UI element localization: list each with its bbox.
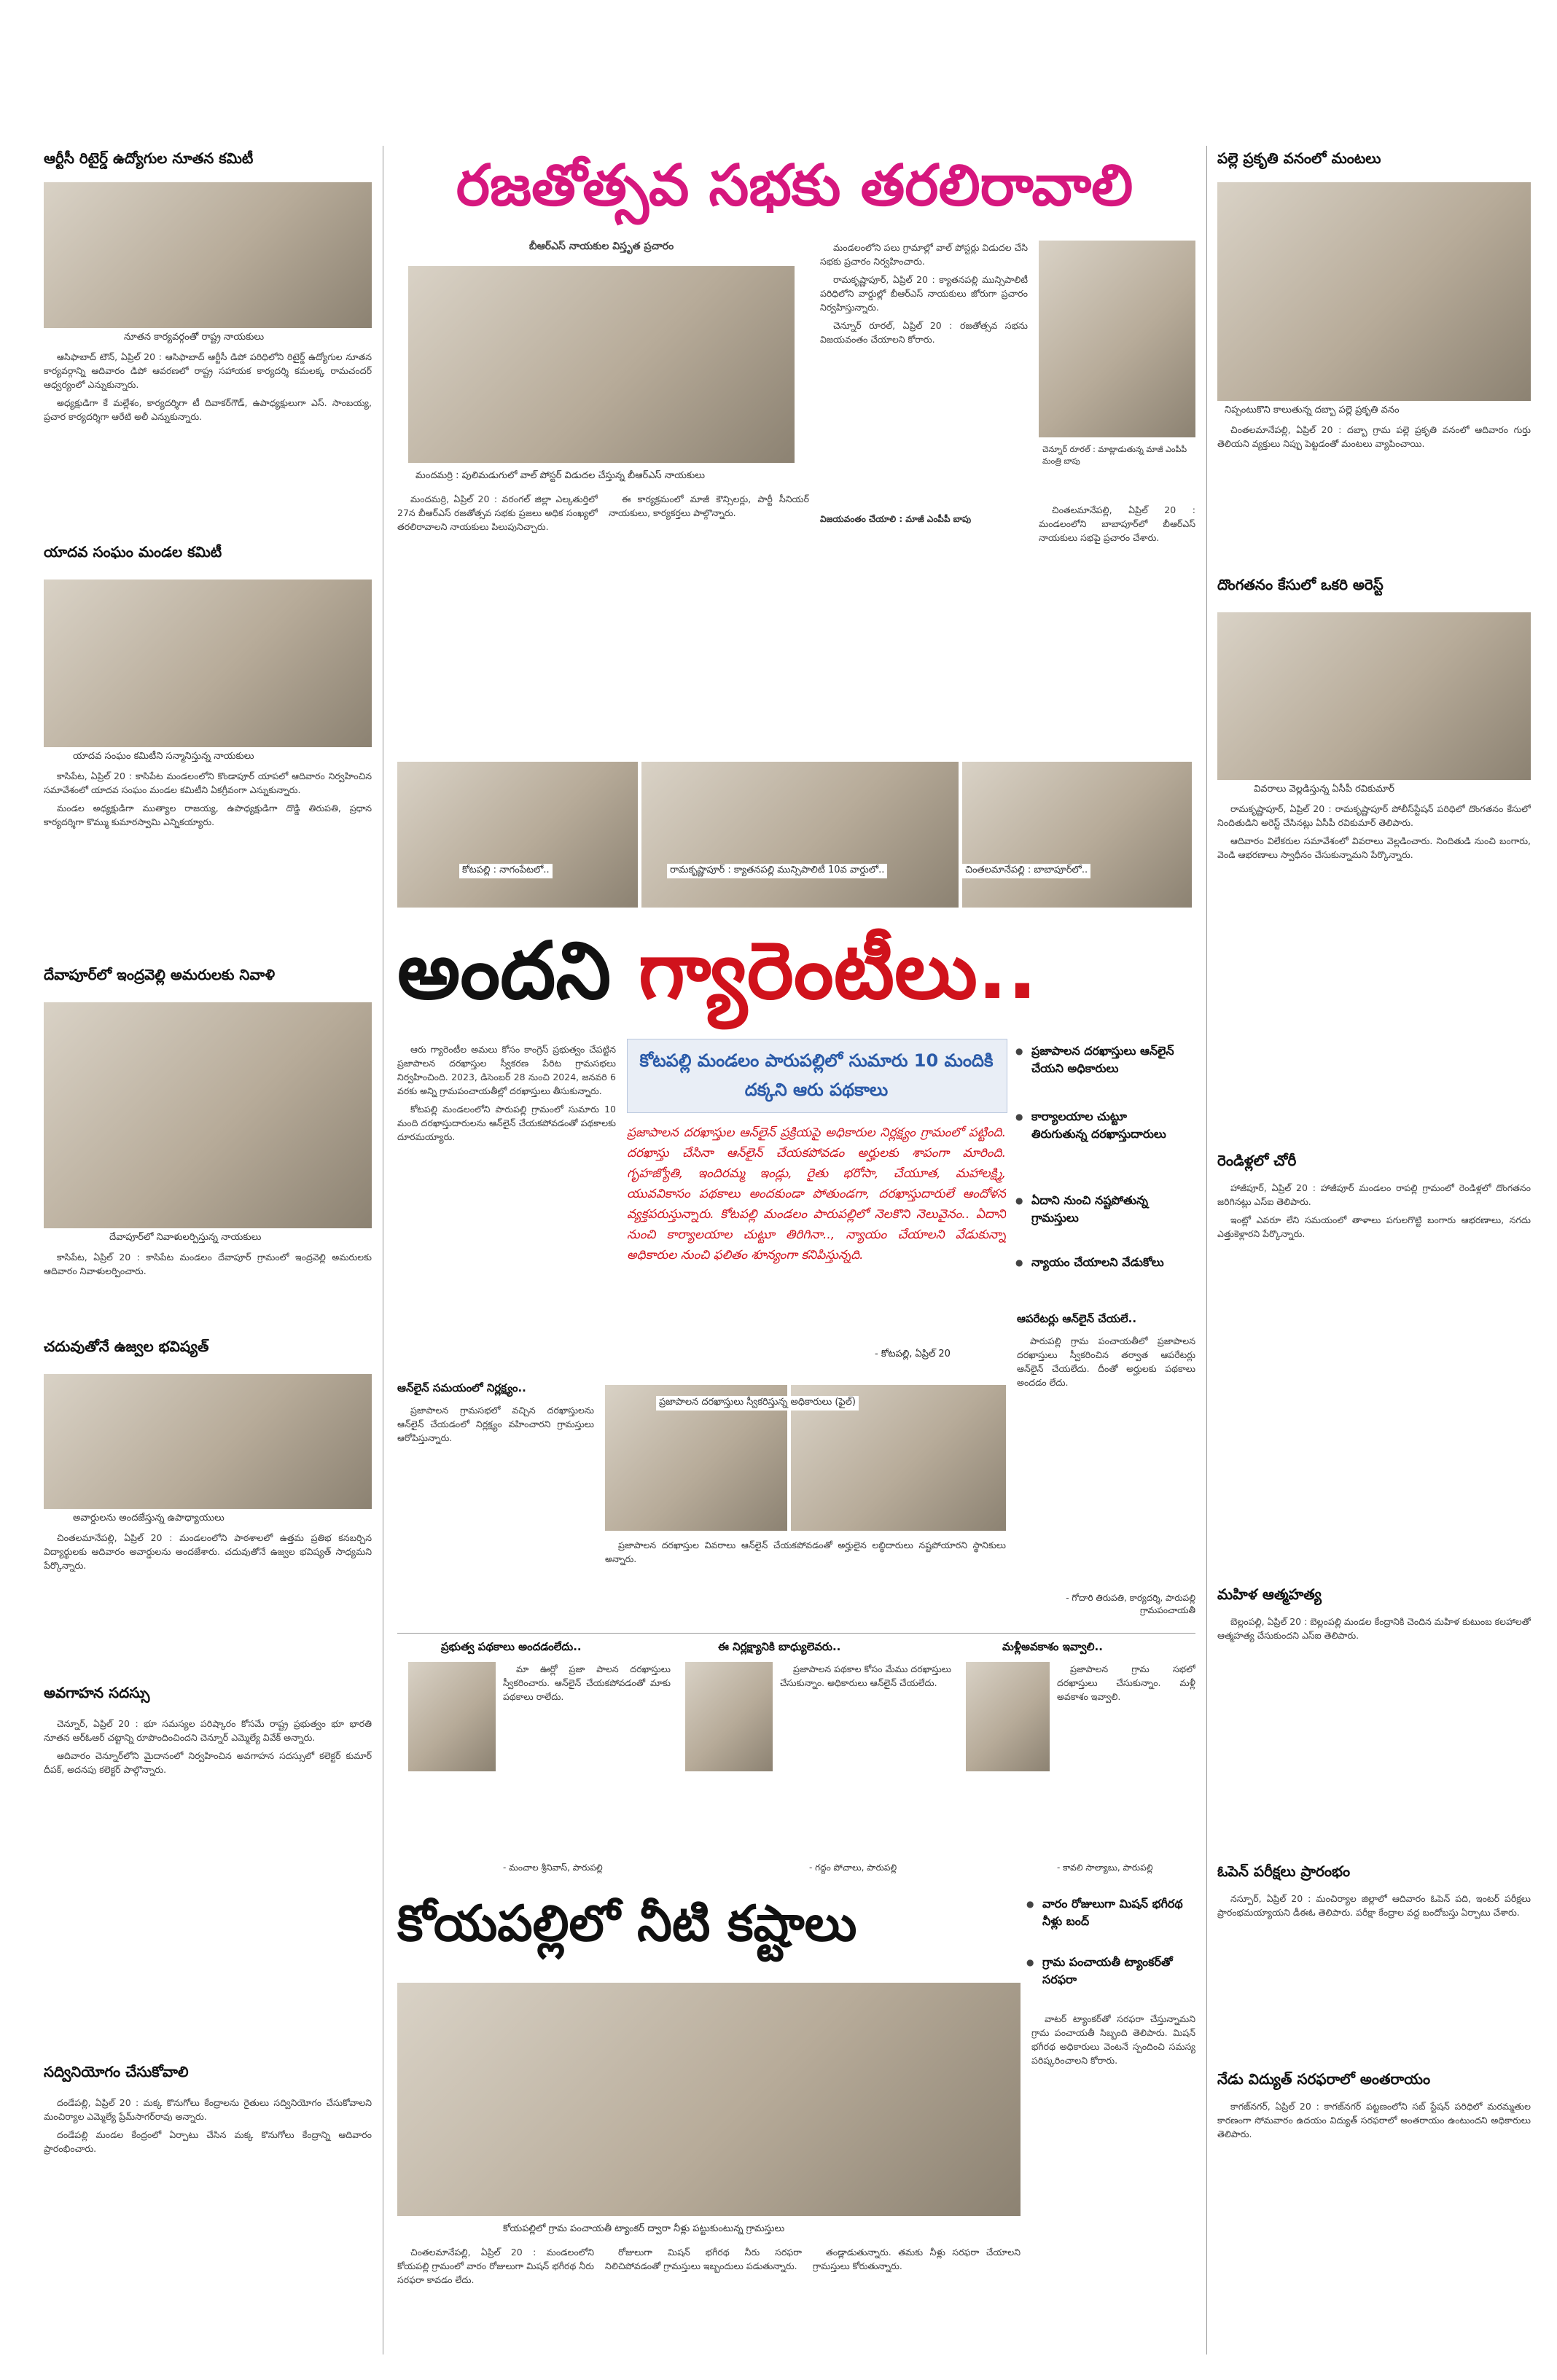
feature-negligence-head: ఆన్‌లైన్ సమయంలో నిర్లక్ష్యం.. [397,1381,526,1394]
feature-side-credit: - గోదారి తిరుపతి, కార్యదర్శి, పారుపల్లి గ్రామపంచాయతీ [1066,1593,1195,1615]
headline-education: చదువుతోనే ఉజ్వల భవిష్యత్ [44,1338,209,1355]
body-power-cut: కాగజ్‌నగర్, ఏప్రిల్ 20 : కాగజ్‌నగర్ పట్టణంలోని సబ్ స్టేషన్ పరిధిలో మరమ్మతుల కారణంగా సోమవారం ఉదయం విద్యుత్ సరఫరాలో అంతరాయం ఉంటుందని అధికారులు తెలిపారు. [1217,2101,1531,2139]
quote3-photo [966,1662,1050,1771]
feature-title-black: అందని [397,926,612,1017]
headline-theft-arrest: దొంగతనం కేసులో ఒకరి అరెస్ట్ [1217,576,1384,593]
photo-strip-kotapalli [397,762,638,908]
caption-forest-fire: నిప్పంటుకొని కాలుతున్న దబ్బా పల్లె ప్రకృతి వనం [1225,405,1400,415]
feature-negligence-body: ప్రజాపాలన గ్రామసభలో వచ్చిన దరఖాస్తులను ఆన్‌లైన్ చేయడంలో నిర్లక్ష్యం వహించారని గ్రామస్తులు ఆరోపిస్తున్నారు. [397,1405,594,1443]
feature-body-left: ఆరు గ్యారెంటీల అమలు కోసం కాంగ్రెస్ ప్రభుత్వం చేపట్టిన ప్రజాపాలన దరఖాస్తుల స్వీకరణ పేరిట గ్రామసభలు నిర్వహించింది. 2023, డిసెంబర్ 28 నుంచి 2024, జనవరి 6 వరకు అన్ని గ్రామపంచాయతీల్లో దరఖాస్తులు తీసుకున్నారు. కోటపల్లి మండలంలోని పారుపల్లి గ్రామంలో సుమారు 10 మంది దరఖాస్తుదారులను ఆన్‌లైన్ చేయకపోవడంతో పథకాలకు దూరమయ్యారు. [397,1044,616,1142]
body-yadava-committee: కాసిపేట, ఏప్రిల్ 20 : కాసిపేట మండలంలోని కొండాపూర్ యాపలో ఆదివారం నిర్వహించిన సమావేశంలో యాదవ సంఘం మండల కమిటీని ఏకగ్రీవంగా ఎన్నుకున్నారు. మండల అధ్యక్షుడిగా ముత్యాల రాజయ్య, ఉపాధ్యక్షుడిగా దొడ్డి తిరుపతి, ప్రధాన కార్యదర్శిగా కొమ్ము కుమారస్వామి ఎన్నికయ్యారు. [44,770,372,827]
caption-vijayavantam: విజయవంతం చేయాలి : మాజీ ఎంపీపీ బాపు [820,514,972,524]
body-education: చింతలమానేపల్లి, ఏప్రిల్ 20 : మండలంలోని పాఠశాలలో ఉత్తమ ప్రతిభ కనబర్చిన విద్యార్థులకు ఆదివారం అవార్డులను అందజేశారు. చదువుతోనే ఉజ్వల భవిష్యత్ సాధ్యమని పేర్కొన్నారు. [44,1532,372,1571]
strip-caption-3: చింతలమానేపల్లి : బాబాపూర్‌లో.. [962,864,1090,878]
caption-rtc-committee: నూతన కార్యవర్గంతో రాష్ట్ర నాయకులు [124,332,265,343]
photo-rtc-committee [44,182,372,328]
body-forest-fire: చింతలమానేపల్లి, ఏప్రిల్ 20 : దబ్బా గ్రామ పల్లె ప్రకృతి వనంలో ఆదివారం గుర్తు తెలియని వ్యక్తులు నిప్పు పెట్టడంతో మంటలు వ్యాపించాయి. [1217,424,1531,449]
body-rajatotsava-2: ఈ కార్యక్రమంలో మాజీ కౌన్సిలర్లు, పార్టీ సీనియర్ నాయకులు, కార్యకర్తలు పాల్గొన్నారు. [609,493,809,518]
quote2-body: ప్రజాపాలన పథకాల కోసం మేము దరఖాస్తులు చేసుకున్నాం. అధికారులు ఆన్‌లైన్ చేయలేదు. [780,1663,951,1688]
body-rajatotsava-4: చింతలమానేపల్లి, ఏప్రిల్ 20 : మండలంలోని బాబాపూర్‌లో బీఆర్ఎస్ నాయకులు సభపై ప్రచారం చేశారు. [1039,504,1195,543]
body-rajatotsava-3: మండలంలోని పలు గ్రామాల్లో వాల్ పోస్టర్లు విడుదల చేసి సభకు ప్రచారం నిర్వహించారు. రామకృష్ణాపూర్, ఏప్రిల్ 20 : క్యాతనపల్లి మున్సిపాలిటీ పరిధిలోని వార్డుల్లో బీఆర్ఎస్ నాయకులు జోరుగా ప్రచారం నిర్వహిస్తున్నారు. చెన్నూర్ రూరల్, ఏప్రిల్ 20 : రజతోత్సవ సభను విజయవంతం చేయాలని కోరారు. [820,242,1028,345]
headline-utilize: సద్వినియోగం చేసుకోవాలి [44,2063,189,2080]
quote3-body: ప్రజాపాలన గ్రామ సభలో దరఖాస్తులు చేసుకున్నాం. మళ్లీ అవకాశం ఇవ్వాలి. [1057,1663,1195,1702]
feature-blue-sub: కోటపల్లి మండలం పారుపల్లిలో సుమారు 10 మందికి దక్కని ఆరు పథకాలు [639,1050,994,1100]
feature-photos-body: ప్రజాపాలన దరఖాస్తుల వివరాలు ఆన్‌లైన్ చేయకపోవడంతో అర్హులైన లబ్ధిదారులు నష్టపోయారని స్థానికులు అన్నారు. [605,1540,1006,1564]
body-rtc-committee: ఆసిఫాబాద్ టౌన్, ఏప్రిల్ 20 : ఆసిఫాబాద్ ఆర్టీసీ డిపో పరిధిలోని రిటైర్డ్ ఉద్యోగుల నూతన కార్యవర్గాన్ని ఆదివారం డిపో ఆవరణలో రాష్ట్ర సహాయక కార్యదర్శి కమలక్క రామచందర్ ఆధ్వర్యంలో ఎన్నుకున్నారు. అధ్యక్షుడిగా కే మల్లేశం, కార్యదర్శిగా టీ దివాకర్‌గౌడ్, ఉపాధ్యక్షులుగా ఎస్. సాంబయ్య, ప్రచార కార్యదర్శిగా ఆరేటి అలీ ఎన్నుకున్నారు. [44,351,372,422]
feature-title [397,922,1195,1021]
quote2-photo [685,1662,773,1771]
photo-mla-speaking [1039,241,1195,437]
headline-forest-fire: పల్లె ప్రకృతి వనంలో మంటలు [1217,149,1381,167]
headline-suicide: మహిళ ఆత్మహత్య [1217,1585,1322,1603]
body-open-exams: నస్పూర్, ఏప్రిల్ 20 : మంచిర్యాల జిల్లాలో ఆదివారం ఓపెన్ పది, ఇంటర్ పరీక్షలు ప్రారంభమయ్యాయని డీఈఓ తెలిపారు. పరీక్షా కేంద్రాల వద్ద బందోబస్తు ఏర్పాటు చేశారు. [1217,1893,1531,1918]
feature-operators-head: ఆపరేటర్లు ఆన్‌లైన్ చేయలే.. [1017,1312,1137,1325]
headline-rtc-committee: ఆర్టీసీ రిటైర్డ్ ఉద్యోగుల నూతన కమిటీ [44,149,254,167]
caption-devapur: దేవాపూర్‌లో నివాళులర్పిస్తున్న నాయకులు [109,1232,262,1243]
photo-education [44,1374,372,1509]
feature-red-credit: - కోటపల్లి, ఏప్రిల్ 20 [875,1349,951,1359]
body-suicide: బెల్లంపల్లి, ఏప్రిల్ 20 : బెల్లంపల్లి మండల కేంద్రానికి చెందిన మహిళ కుటుంబ కలహాలతో ఆత్మహత్య చేసుకుందని ఎస్ఐ తెలిపారు. [1217,1616,1531,1641]
headline-two-house-theft: రెండిళ్లలో చోరీ [1217,1152,1297,1169]
quote1-photo [408,1662,496,1771]
feature-photos-caption: ప్రజాపాలన దరఖాస్తులు స్వీకరిస్తున్న అధికారులు (ఫైల్) [656,1396,859,1411]
photo-yadava-committee [44,580,372,747]
headline-yadava-committee: యాదవ సంఘం మండల కమిటీ [44,543,222,561]
feature-bullet-4: ● న్యాయం చేయాలని వేడుకోలు [1031,1254,1185,1271]
quote1-body: మా ఊర్లో ప్రజా పాలన దరఖాస్తులు స్వీకరించారు. ఆన్‌లైన్ చేయకపోవడంతో మాకు పథకాలు రాలేదు. [503,1663,671,1702]
photo-strip-chintalamanepalli [962,762,1192,908]
column-divider-right [1206,146,1207,2354]
bottom-body-2: రోజులుగా మిషన్ భగీరథ నీరు సరఫరా నిలిచిపోవడంతో గ్రామస్తులు ఇబ్బందులు పడుతున్నారు. [605,2247,802,2271]
caption-theft-arrest: వివరాలు వెల్లడిస్తున్న ఏసీపీ రవికుమార్ [1254,784,1394,795]
photo-theft-arrest [1217,612,1531,780]
headline-open-exams: ఓపెన్ పరీక్షలు ప్రారంభం [1217,1862,1351,1880]
quote1-head: ప్రభుత్వ పథకాలు అందడంలేదు.. [441,1640,582,1653]
quote1-credit: - మంచాల శ్రీనివాస్, పారుపల్లి [503,1862,603,1873]
feature-bullet-1: ● ప్రజాపాలన దరఖాస్తులు ఆన్‌లైన్ చేయని అధికారులు [1031,1042,1185,1077]
masthead-headline: రజతోత్సవ సభకు తరలిరావాలి [456,153,1133,219]
photo-devapur [44,1002,372,1228]
body-theft-arrest: రామకృష్ణాపూర్, ఏప్రిల్ 20 : రామకృష్ణాపూర్ పోలీస్‌స్టేషన్ పరిధిలో దొంగతనం కేసులో నిందితుడిని అరెస్ట్ చేసినట్లు ఏసీపీ రవికుమార్ తెలిపారు. ఆదివారం విలేకరుల సమావేశంలో వివరాలు వెల్లడించారు. నిందితుడి నుంచి బంగారు, వెండి ఆభరణాలు స్వాధీనం చేసుకున్నామని పేర్కొన్నారు. [1217,803,1531,860]
caption-wall-poster: మందమర్రి : పులిమడుగులో వాల్ పోస్టర్ విడుదల చేస్తున్న బీఆర్ఎస్ నాయకులు [415,470,705,481]
bottom-bullet-2: ● గ్రామ పంచాయతీ ట్యాంకర్‌తో సరఫరా [1042,1954,1195,1989]
bottom-bullet-1: ● వారం రోజులుగా మిషన్ భగీరథ నీళ్లు బంద్ [1042,1895,1195,1930]
body-utilize: దండేపల్లి, ఏప్రిల్ 20 : మక్క కొనుగోలు కేంద్రాలను రైతులు సద్వినియోగం చేసుకోవాలని మంచిర్యాల ఎమ్మెల్యే ప్రేమ్‌సాగర్‌రావు అన్నారు. దండేపల్లి మండల కేంద్రంలో ఏర్పాటు చేసిన మక్క కొనుగోలు కేంద్రాన్ని ఆదివారం ప్రారంభించారు. [44,2097,372,2154]
body-rajatotsava-1: మందమర్రి, ఏప్రిల్ 20 : వరంగల్ జిల్లా ఎల్కతుర్తిలో 27న బీఆర్ఎస్ రజతోత్సవ సభకు ప్రజలు అధిక సంఖ్యలో తరలిరావాలని నాయకులు పిలుపునిచ్చారు. [397,493,598,532]
headline-devapur: దేవాపూర్‌లో ఇంద్రవెల్లి అమరులకు నివాళి [44,966,276,983]
headline-power-cut: నేడు విద్యుత్ సరఫరాలో అంతరాయం [1217,2070,1431,2088]
strip-caption-2: రామకృష్ణాపూర్ : క్యాతనపల్లి మున్సిపాలిటీ 10వ వార్డులో.. [667,864,887,878]
bottom-body-1: చింతలమానేపల్లి, ఏప్రిల్ 20 : మండలంలోని కోయపల్లి గ్రామంలో వారం రోజులుగా మిషన్ భగీరథ నీరు సరఫరా కావడం లేదు. [397,2247,594,2285]
bottom-feature-title: కోయపల్లిలో నీటి కష్టాలు [397,1895,857,1953]
strip-caption-1: కోటపల్లి : నాగంపేటలో.. [459,864,553,878]
photo-wall-poster [408,266,795,463]
quote2-head: ఈ నిర్లక్ష్యానికి బాధ్యులెవరు.. [718,1640,841,1653]
bottom-photo [397,1983,1021,2216]
body-awareness: చెన్నూర్, ఏప్రిల్ 20 : భూ సమస్యల పరిష్కారం కోసమే రాష్ట్ర ప్రభుత్వం భూ భారతి నూతన ఆర్‌ఓఆర్ చట్టాన్ని రూపొందించిందని చెన్నూర్ ఎమ్మెల్యే వివేక్ అన్నారు. ఆదివారం చెన్నూర్‌లోని మైదానంలో నిర్వహించిన అవగాహన సదస్సులో కలెక్టర్ కుమార్ దీపక్, అదనపు కలెక్టర్ పాల్గొన్నారు. [44,1718,372,1775]
bottom-body-4: వాటర్ ట్యాంకర్‌తో సరఫరా చేస్తున్నామని గ్రామ పంచాయతీ సిబ్బంది తెలిపారు. మిషన్ భగీరథ అధికారులు వెంటనే స్పందించి సమస్య పరిష్కరించాలని కోరారు. [1031,2013,1195,2066]
quote3-head: మళ్లీఅవకాశం ఇవ్వాలి.. [1002,1640,1103,1653]
headline-awareness: అవగాహన సదస్సు [44,1684,150,1701]
masthead-subhead: బీఆర్‌ఎస్ నాయకుల విస్తృత ప్రచారం [528,241,674,252]
photo-strip-ramakrishnapur [641,762,959,908]
bottom-body-3: తండ్లాడుతున్నారు. తమకు నీళ్లు సరఫరా చేయాలని గ్రామస్తులు కోరుతున్నారు. [813,2247,1021,2271]
body-two-house-theft: హాజీపూర్, ఏప్రిల్ 20 : హాజీపూర్ మండలం రాపల్లి గ్రామంలో రెండిళ్లలో దొంగతనం జరిగినట్లు ఎస్ఐ తెలిపారు. ఇంట్లో ఎవరూ లేని సమయంలో తాళాలు పగులగొట్టి బంగారు ఆభరణాలు, నగదు ఎత్తుకెళ్లారని పేర్కొన్నారు. [1217,1182,1531,1239]
photo-forest-fire [1217,182,1531,401]
feature-bullet-3: ● ఏదాని నుంచి నష్టపోతున్న గ్రామస్తులు [1031,1192,1185,1227]
bottom-photo-caption: కోయపల్లిలో గ్రామ పంచాయతీ ట్యాంకర్ ద్వారా నీళ్లు పట్టుకుంటున్న గ్రామస్తులు [503,2223,785,2234]
feature-operators-body: పారుపల్లి గ్రామ పంచాయతీలో ప్రజాపాలన దరఖాస్తులు స్వీకరించిన తర్వాత ఆపరేటర్లు ఆన్‌లైన్ చేయలేదు. దీంతో అర్హులకు పథకాలు అందడం లేదు. [1017,1335,1195,1388]
quote3-credit: - కావలి సాల్యాబు, పారుపల్లి [1057,1862,1153,1873]
caption-yadava-committee: యాదవ సంఘం కమిటీని సన్మానిస్తున్న నాయకులు [73,751,254,762]
feature-quote-rule [397,1633,1195,1634]
caption-mla-speaking: చెన్నూర్ రూరల్ : మాట్లాడుతున్న మాజీ ఎంపీపీ మంత్రి బాపు [1042,445,1187,466]
feature-red-deck: ప్రజాపాలన దరఖాస్తుల ఆన్‌లైన్ ప్రక్రియపై అధికారుల నిర్లక్ష్యం గ్రామంలో పట్టింది. దరఖాస్తు చేసినా ఆన్‌లైన్ చేయకపోవడం అర్హులకు శాపంగా మారింది. గృహజ్యోతి, ఇందిరమ్మ ఇండ్లు, రైతు భరోసా, చేయూత, మహాలక్ష్మి, యువవికాసం పథకాలు అందకుండా పోతుండగా, దరఖాస్తుదారులే ఆందోళన వ్యక్తపరుస్తున్నారు. కోటపల్లి మండలం పారుపల్లిలో నెలకొని నెలువైనం.. ఏదాని నుంచి కార్యాలయాల చుట్టూ తిరిగినా.., న్యాయం చేయాలని వేడుకున్నా అధికారుల నుంచి ఫలితం శూన్యంగా కనిపిస్తున్నది. [627,1125,1006,1263]
quote2-credit: - గద్దం పోచాలు, పారుపల్లి [809,1862,897,1873]
feature-title-red: గ్యారెంటీలు.. [638,926,1037,1017]
body-devapur: కాసిపేట, ఏప్రిల్ 20 : కాసిపేట మండలం దేవాపూర్ గ్రామంలో ఇంద్రవెల్లి అమరులకు ఆదివారం నివాళులర్పించారు. [44,1252,372,1276]
feature-bullet-2: ● కార్యాలయాల చుట్టూ తిరుగుతున్న దరఖాస్తుదారులు [1031,1108,1185,1143]
caption-education: అవార్డులను అందజేస్తున్న ఉపాధ్యాయులు [73,1513,225,1523]
